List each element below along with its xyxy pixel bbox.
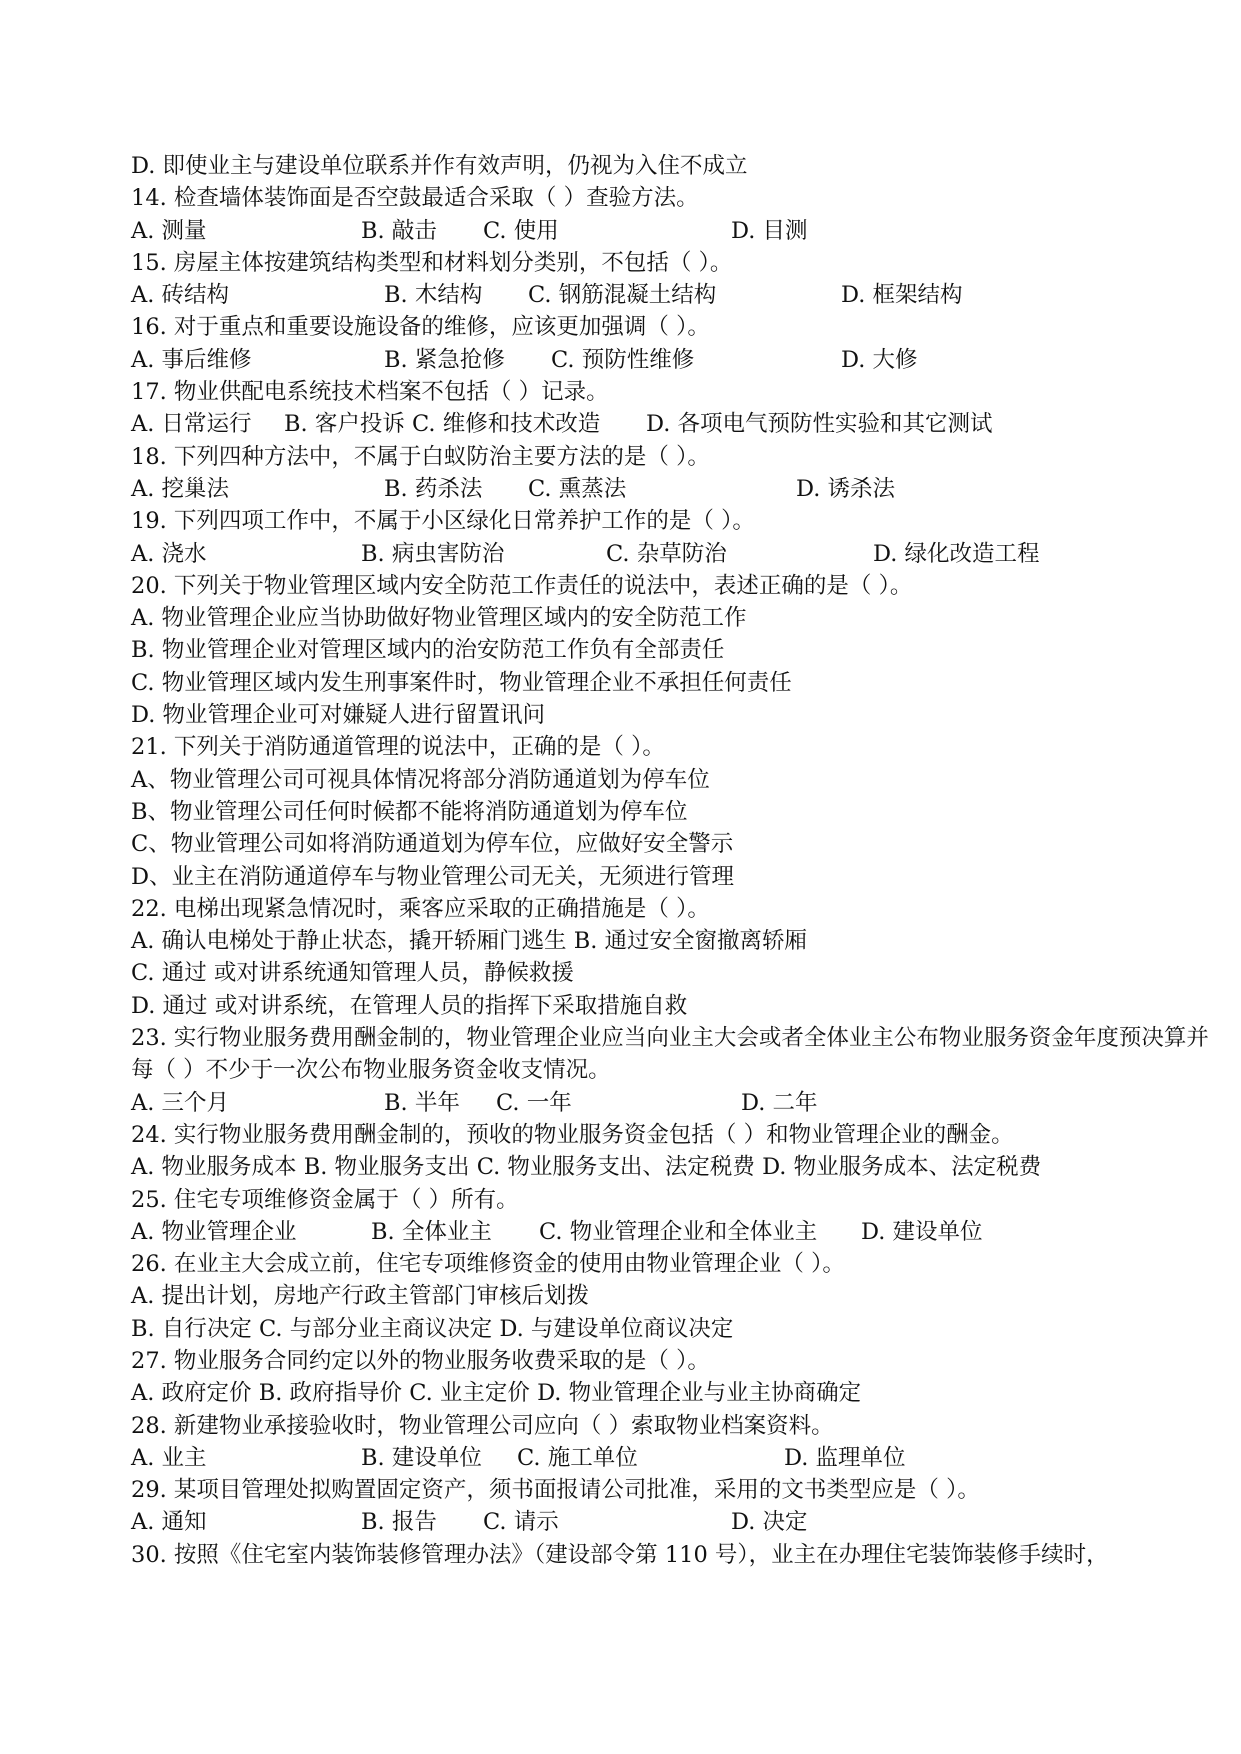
text-line: 18. 下列四种方法中，不属于白蚁防治主要方法的是（ ）。 (131, 443, 710, 470)
text-line: A. 政府定价 B. 政府指导价 C. 业主定价 D. 物业管理企业与业主协商确定 (131, 1380, 862, 1407)
answer-option: B. 药杀法 (384, 475, 483, 502)
answer-option: B. 病虫害防治 (361, 540, 505, 567)
answer-option: B. 木结构 (384, 282, 483, 309)
answer-option: B. 敲击 (361, 217, 437, 244)
answer-options-row (131, 1442, 1211, 1474)
answer-options-row (131, 408, 1211, 440)
answer-option: B. 全体业主 (371, 1218, 492, 1245)
text-line: 22. 电梯出现紧急情况时，乘客应采取的正确措施是（ ）。 (131, 895, 710, 922)
answer-option: A. 通知 (131, 1509, 207, 1536)
answer-options-row (131, 279, 1211, 311)
answer-option: D. 诱杀法 (796, 475, 896, 502)
answer-option: A. 测量 (131, 217, 207, 244)
text-line: C. 物业管理区域内发生刑事案件时，物业管理企业不承担任何责任 (131, 669, 792, 696)
text-line: 28. 新建物业承接验收时，物业管理公司应向（ ）索取物业档案资料。 (131, 1412, 834, 1439)
answer-options-row (131, 344, 1211, 376)
text-line: D. 通过 或对讲系统，在管理人员的指挥下采取措施自救 (131, 992, 688, 1019)
text-line: 23. 实行物业服务费用酬金制的，物业管理企业应当向业主大会或者全体业主公布物业服务资金年度预决算并每（ ）不少于一次公布物业服务资金收支情况。 (131, 1025, 1209, 1084)
text-line: 25. 住宅专项维修资金属于（ ）所有。 (131, 1186, 519, 1213)
answer-option: A. 日常运行 (131, 411, 252, 438)
answer-options-row (131, 473, 1211, 505)
answer-option: C. 施工单位 (517, 1444, 638, 1471)
text-line: 19. 下列四项工作中，不属于小区绿化日常养护工作的是（ ）。 (131, 508, 755, 535)
text-line: 16. 对于重点和重要设施设备的维修，应该更加强调（ ）。 (131, 314, 710, 341)
answer-option: D. 大修 (841, 346, 918, 373)
text-line: D. 即使业主与建设单位联系并作有效声明，仍视为入住不成立 (131, 153, 748, 179)
text-line: A. 物业服务成本 B. 物业服务支出 C. 物业服务支出、法定税费 D. 物业服务成本、法定税费 (131, 1154, 1042, 1181)
answer-option: D. 各项电气预防性实验和其它测试 (646, 411, 993, 438)
text-line: 14. 检查墙体装饰面是否空鼓最适合采取（ ）查验方法。 (131, 185, 699, 212)
answer-option: D. 监理单位 (784, 1444, 906, 1471)
text-line: 30. 按照《住宅室内装饰装修管理办法》（建设部令第 110 号），业主在办理住宅装饰装修手续时， (131, 1541, 1109, 1568)
text-line: C. 通过 或对讲系统通知管理人员，静候救援 (131, 960, 574, 987)
answer-option: A. 挖巢法 (131, 475, 230, 502)
answer-options-row (131, 1216, 1211, 1248)
text-line: 26. 在业主大会成立前，住宅专项维修资金的使用由物业管理企业（ ）。 (131, 1251, 845, 1278)
answer-option: C. 杂草防治 (606, 540, 727, 567)
answer-option: A. 浇水 (131, 540, 207, 567)
answer-option: C. 熏蒸法 (528, 475, 627, 502)
answer-option: C. 请示 (483, 1509, 559, 1536)
answer-option: B. 客户投诉 C. 维修和技术改造 (284, 411, 601, 438)
answer-option: C. 使用 (483, 217, 559, 244)
answer-option: D. 二年 (741, 1089, 818, 1116)
text-line: 24. 实行物业服务费用酬金制的，预收的物业服务资金包括（ ）和物业管理企业的酬金。 (131, 1121, 1014, 1148)
text-line: B. 物业管理企业对管理区域内的治安防范工作负有全部责任 (131, 637, 725, 664)
text-line: 17. 物业供配电系统技术档案不包括（ ）记录。 (131, 379, 609, 406)
answer-option: B. 紧急抢修 (384, 346, 505, 373)
text-line: A、物业管理公司可视具体情况将部分消防通道划为停车位 (131, 766, 710, 793)
answer-option: B. 建设单位 (361, 1444, 482, 1471)
answer-option: C. 一年 (496, 1089, 572, 1116)
answer-option: D. 决定 (731, 1509, 808, 1536)
answer-option: C. 预防性维修 (551, 346, 695, 373)
answer-options-row (131, 1087, 1211, 1119)
text-line: 21. 下列关于消防通道管理的说法中，正确的是（ ）。 (131, 734, 665, 761)
text-line: A. 物业管理企业应当协助做好物业管理区域内的安全防范工作 (131, 605, 747, 632)
answer-option: B. 半年 (384, 1089, 460, 1116)
text-line: 27. 物业服务合同约定以外的物业服务收费采取的是（ ）。 (131, 1347, 710, 1374)
text-line: 29. 某项目管理处拟购置固定资产，须书面报请公司批准，采用的文书类型应是（ ）。 (131, 1477, 980, 1504)
answer-option: D. 建设单位 (861, 1218, 983, 1245)
text-line: A. 确认电梯处于静止状态，撬开轿厢门逃生 B. 通过安全窗撤离轿厢 (131, 928, 808, 955)
answer-options-row (131, 538, 1211, 570)
answer-option: A. 三个月 (131, 1089, 230, 1116)
answer-options-row (131, 1506, 1211, 1538)
text-line: A. 提出计划，房地产行政主管部门审核后划拨 (131, 1283, 590, 1310)
answer-option: D. 绿化改造工程 (873, 540, 1040, 567)
text-line: 15. 房屋主体按建筑结构类型和材料划分类别，不包括（ ）。 (131, 249, 733, 276)
text-line: D、业主在消防通道停车与物业管理公司无关，无须进行管理 (131, 863, 735, 890)
answer-option: D. 框架结构 (841, 282, 963, 309)
answer-option: D. 目测 (731, 217, 808, 244)
text-line: C、物业管理公司如将消防通道划为停车位，应做好安全警示 (131, 831, 734, 858)
answer-option: C. 钢筋混凝土结构 (528, 282, 717, 309)
answer-option: A. 物业管理企业 (131, 1218, 297, 1245)
answer-option: B. 报告 (361, 1509, 437, 1536)
text-line: 20. 下列关于物业管理区域内安全防范工作责任的说法中，表述正确的是（ ）。 (131, 572, 913, 599)
answer-option: A. 砖结构 (131, 282, 230, 309)
text-line: B、物业管理公司任何时候都不能将消防通道划为停车位 (131, 798, 688, 825)
text-line: B. 自行决定 C. 与部分业主商议决定 D. 与建设单位商议决定 (131, 1315, 734, 1342)
question-text (131, 150, 1211, 1571)
text-line: D. 物业管理企业可对嫌疑人进行留置讯问 (131, 702, 546, 729)
answer-option: C. 物业管理企业和全体业主 (539, 1218, 818, 1245)
answer-option: A. 业主 (131, 1444, 207, 1471)
answer-option: A. 事后维修 (131, 346, 252, 373)
answer-options-row (131, 215, 1211, 247)
